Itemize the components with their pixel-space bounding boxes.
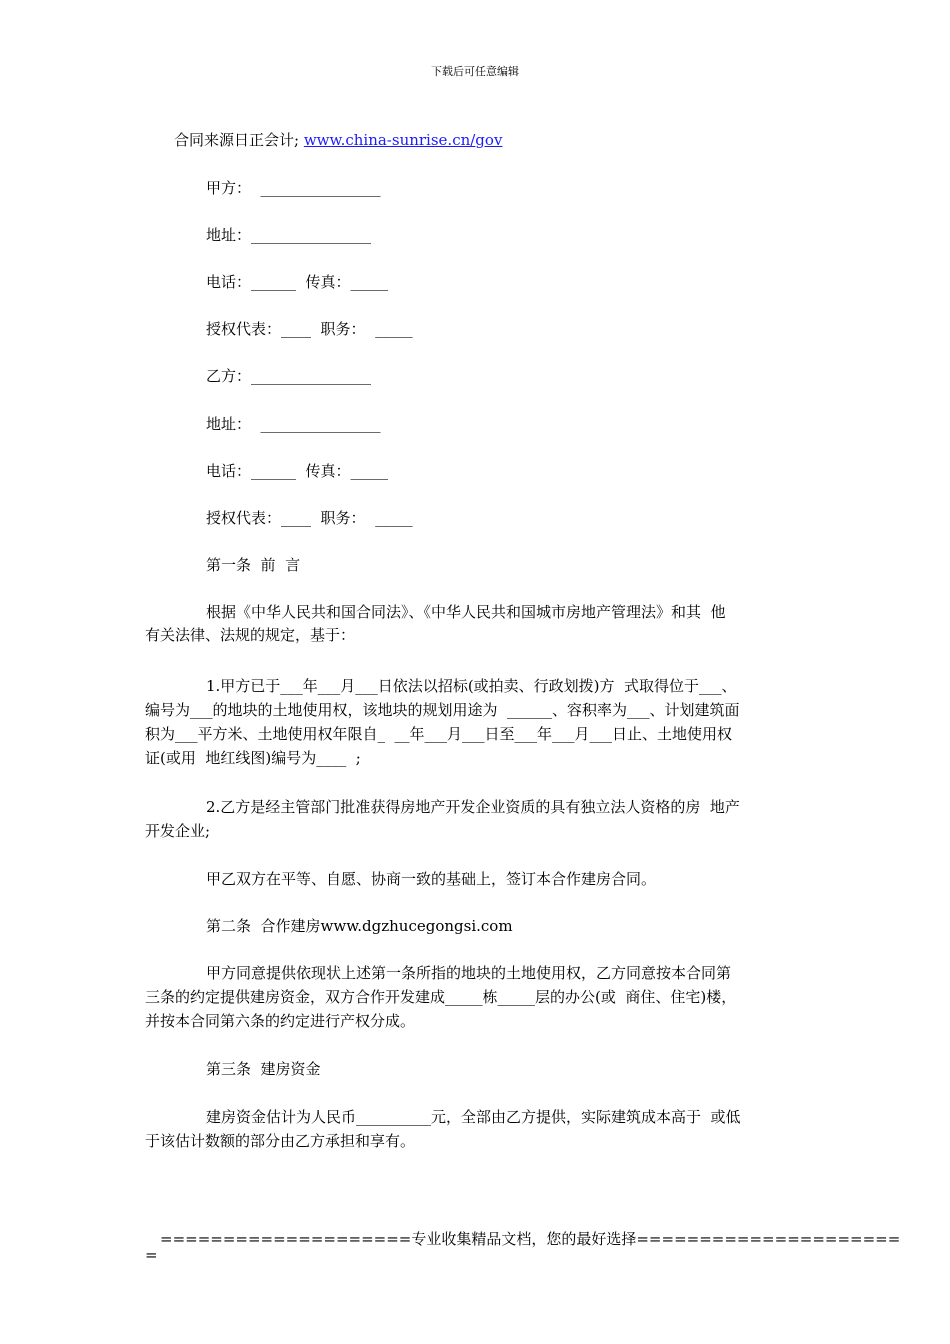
- party-b-address: 地址： ________________: [206, 415, 381, 433]
- article3-body-line: 建房资金估计为人民币__________元，全部由乙方提供，实际建筑成本高于 或低: [206, 1108, 741, 1126]
- article1-item1-line: 编号为___的地块的土地使用权，该地块的规划用途为 ______、容积率为___、计划建筑面: [145, 701, 740, 719]
- source-label: 合同来源日正会计;: [174, 131, 304, 149]
- article2-body-line: 甲方同意提供依现状上述第一条所指的地块的土地使用权，乙方同意按本合同第: [206, 964, 732, 982]
- party-a-representative: 授权代表：____ 职务： _____: [206, 320, 413, 338]
- contract-source: [174, 129, 502, 151]
- party-b-name: 乙方：________________: [206, 367, 372, 385]
- article1-item1-line: 1.甲方已于___年___月___日依法以招标(或拍卖、行政划拨)方 式取得位于___、: [206, 677, 737, 695]
- footer-banner: ====================专业收集精品文档，您的最好选择=====================: [160, 1230, 901, 1248]
- article1-agreement: 甲乙双方在平等、自愿、协商一致的基础上，签订本合作建房合同。: [206, 870, 657, 888]
- article1-intro-line: 有关法律、法规的规定，基于：: [145, 626, 356, 644]
- article1-heading: 第一条 前 言: [206, 556, 301, 574]
- party-b-phone-fax: 电话：______ 传真：_____: [206, 462, 389, 480]
- article1-item1-line: 积为___平方米、土地使用权年限自_ __年___月___日至___年___月___日止、土地使用权: [145, 725, 733, 743]
- article3-heading: 第三条 建房资金: [206, 1060, 321, 1078]
- party-a-address: 地址：________________: [206, 226, 372, 244]
- party-b-representative: 授权代表：____ 职务： _____: [206, 509, 413, 527]
- article1-item2-line: 开发企业;: [145, 822, 211, 840]
- party-a-name: 甲方： ________________: [206, 179, 381, 197]
- party-a-phone-fax: 电话：______ 传真：_____: [206, 273, 389, 291]
- footer-banner-tail: =: [145, 1246, 158, 1264]
- article1-item1-line: 证(或用 地红线图)编号为____ ;: [145, 749, 361, 767]
- header-note: 下载后可任意编辑: [431, 65, 519, 78]
- article1-intro-line: 根据《中华人民共和国合同法》、《中华人民共和国城市房地产管理法》和其 他: [206, 603, 726, 621]
- article2-body-line: 并按本合同第六条的约定进行产权分成。: [145, 1012, 416, 1030]
- source-link[interactable]: www.china-sunrise.cn/gov: [303, 131, 503, 149]
- article2-heading: 第二条 合作建房www.dgzhucegongsi.com: [206, 917, 513, 935]
- article3-body-line: 于该估计数额的部分由乙方承担和享有。: [145, 1132, 416, 1150]
- article2-body-line: 三条的约定提供建房资金，双方合作开发建成_____栋_____层的办公(或 商住、住宅)楼，: [145, 988, 737, 1006]
- article1-item2-line: 2.乙方是经主管部门批准获得房地产开发企业资质的具有独立法人资格的房 地产: [206, 798, 740, 816]
